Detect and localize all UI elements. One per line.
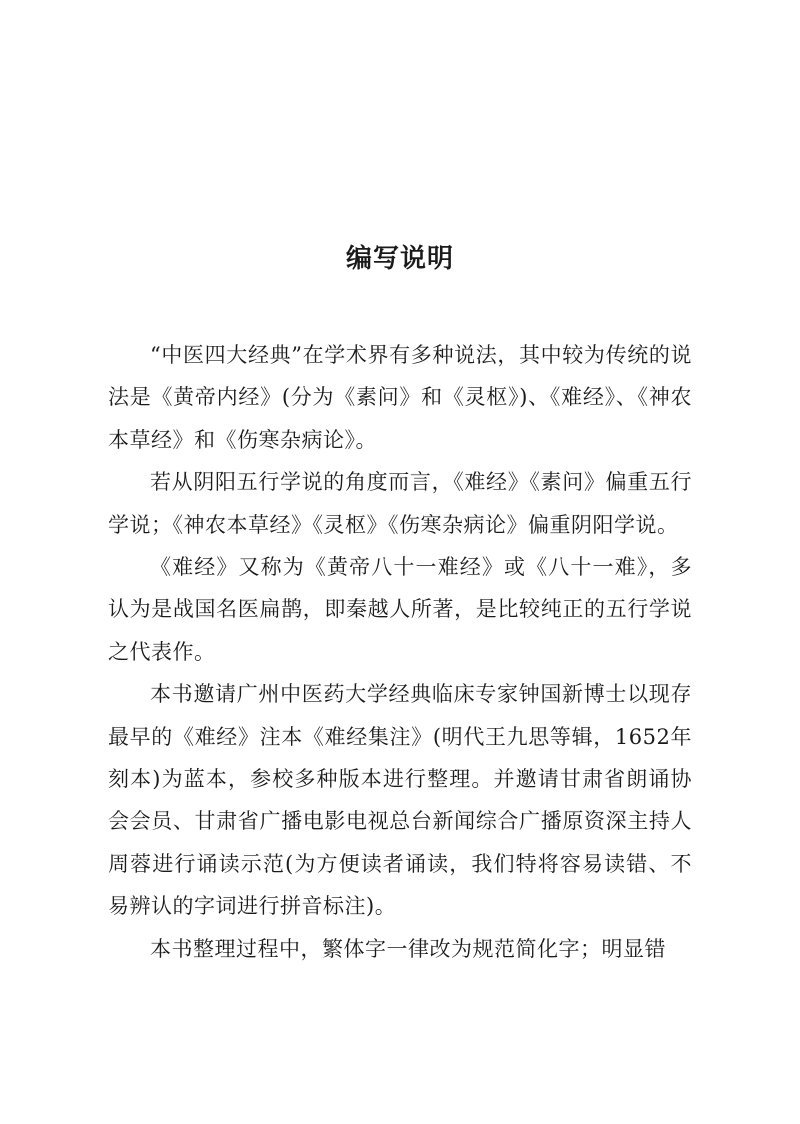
- page-title: 编写说明: [345, 244, 454, 275]
- document-body: [108, 334, 692, 970]
- paragraph-4: 本书邀请广州中医药大学经典临床专家钟国新博士以现存最早的《难经》注本《难经集注》(明代王九思等辑，1652年刻本)为蓝本，参校多种版本进行整理。并邀请甘肃省朗诵协会会员、甘肃省广播电影电视总台新闻综合广播原资深主持人周蓉进行诵读示范(为方便读者诵读，我们特将容易读错、不易辨认的字词进行拼音标注)。: [108, 682, 692, 919]
- paragraph-2: 若从阴阳五行学说的角度而言，《难经》《素问》偏重五行学说；《神农本草经》《灵枢》《伤寒杂病论》偏重阴阳学说。: [108, 470, 692, 537]
- paragraph-3: 《难经》又称为《黄帝八十一难经》或《八十一难》，多认为是战国名医扁鹊，即秦越人所著，是比较纯正的五行学说之代表作。: [108, 555, 692, 664]
- paragraph-5: 本书整理过程中，繁体字一律改为规范简化字；明显错: [150, 936, 666, 961]
- paragraph-1: “中医四大经典”在学术界有多种说法，其中较为传统的说法是《黄帝内经》(分为《素问》和《灵枢》)、《难经》、《神农本草经》和《伤寒杂病论》。: [108, 343, 692, 452]
